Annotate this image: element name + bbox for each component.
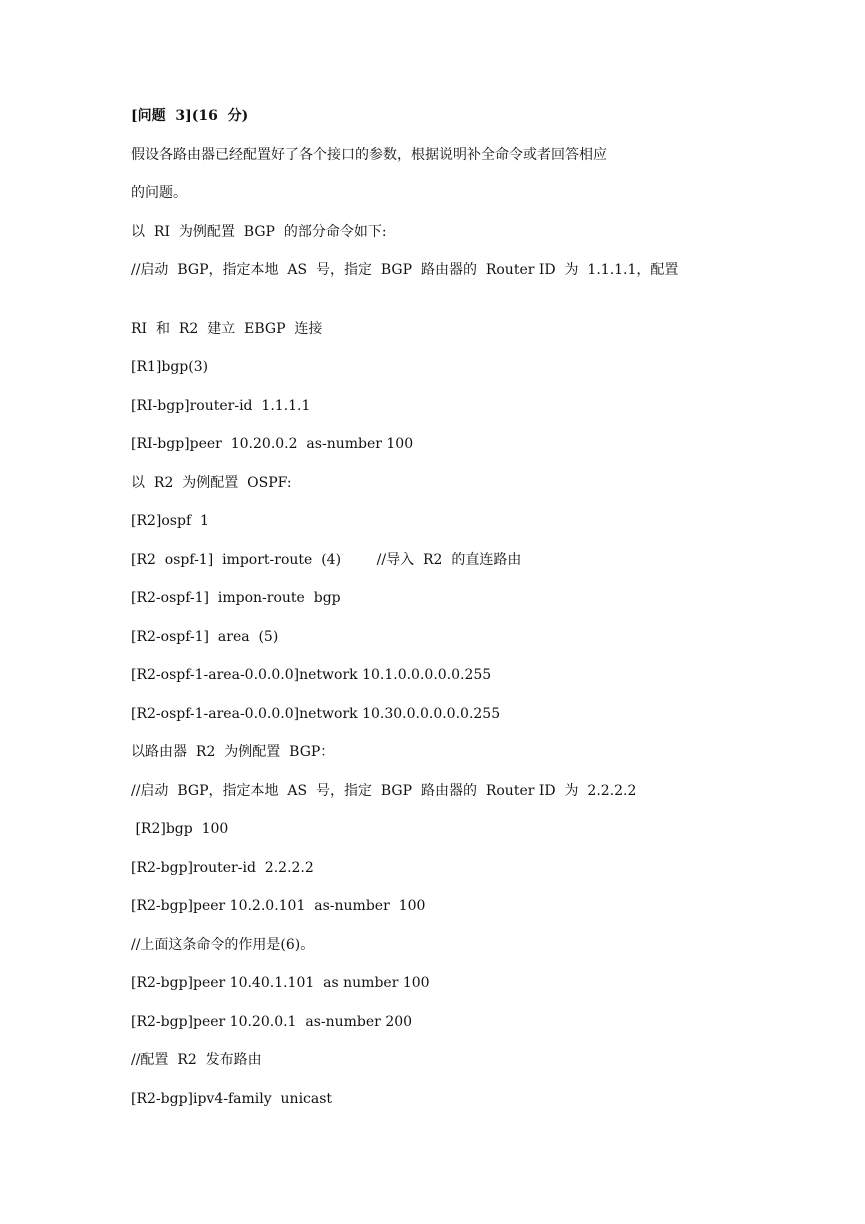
text-line: 以 RI 为例配置 BGP 的部分命令如下: <box>131 224 387 240</box>
code-line: [R2-ospf-1] area (5) <box>131 629 279 645</box>
text-line: //启动 BGP，指定本地 AS 号，指定 BGP 路由器的 Router ID 为 1.1.1.1，配置 <box>131 262 679 278</box>
question-heading: [问题 3](16 分) <box>131 108 249 124</box>
code-line: [R2 ospf-1] import-route (4) //导入 R2 的直连路由 <box>131 552 522 568</box>
code-line: [R2-bgp]peer 10.20.0.1 as-number 200 <box>131 1014 413 1030</box>
text-line: //配置 R2 发布路由 <box>131 1052 262 1068</box>
code-line: [R2]bgp 100 <box>131 821 229 837</box>
text-line: 假设各路由器已经配置好了各个接口的参数，根据说明补全命令或者回答相应 <box>131 147 607 163</box>
code-line: [RI-bgp]router-id 1.1.1.1 <box>131 398 311 414</box>
code-line: [R2-bgp]router-id 2.2.2.2 <box>131 860 314 876</box>
text-line: //启动 BGP，指定本地 AS 号，指定 BGP 路由器的 Router ID 为 2.2.2.2 <box>131 783 637 799</box>
text-line: 以 R2 为例配置 OSPF: <box>131 475 292 491</box>
text-line: //上面这条命令的作用是(6)。 <box>131 937 315 953</box>
code-line: [R2]ospf 1 <box>131 513 209 529</box>
code-line: [R2-ospf-1-area-0.0.0.0]network 10.30.0.0.0.0.0.255 <box>131 706 501 722</box>
code-line: [R2-ospf-1] impon-route bgp <box>131 590 341 606</box>
code-line: [R2-ospf-1-area-0.0.0.0]network 10.1.0.0.0.0.0.255 <box>131 667 492 683</box>
code-line: [R2-bgp]ipv4-family unicast <box>131 1091 333 1107</box>
code-line: [R1]bgp(3) <box>131 359 209 375</box>
text-line: RI 和 R2 建立 EBGP 连接 <box>131 321 323 337</box>
code-line: [R2-bgp]peer 10.2.0.101 as-number 100 <box>131 898 426 914</box>
code-line: [R2-bgp]peer 10.40.1.101 as number 100 <box>131 975 430 991</box>
text-line: 以路由器 R2 为例配置 BGP： <box>131 744 335 760</box>
text-line: 的问题。 <box>131 185 187 201</box>
code-line: [RI-bgp]peer 10.20.0.2 as-number 100 <box>131 436 414 452</box>
